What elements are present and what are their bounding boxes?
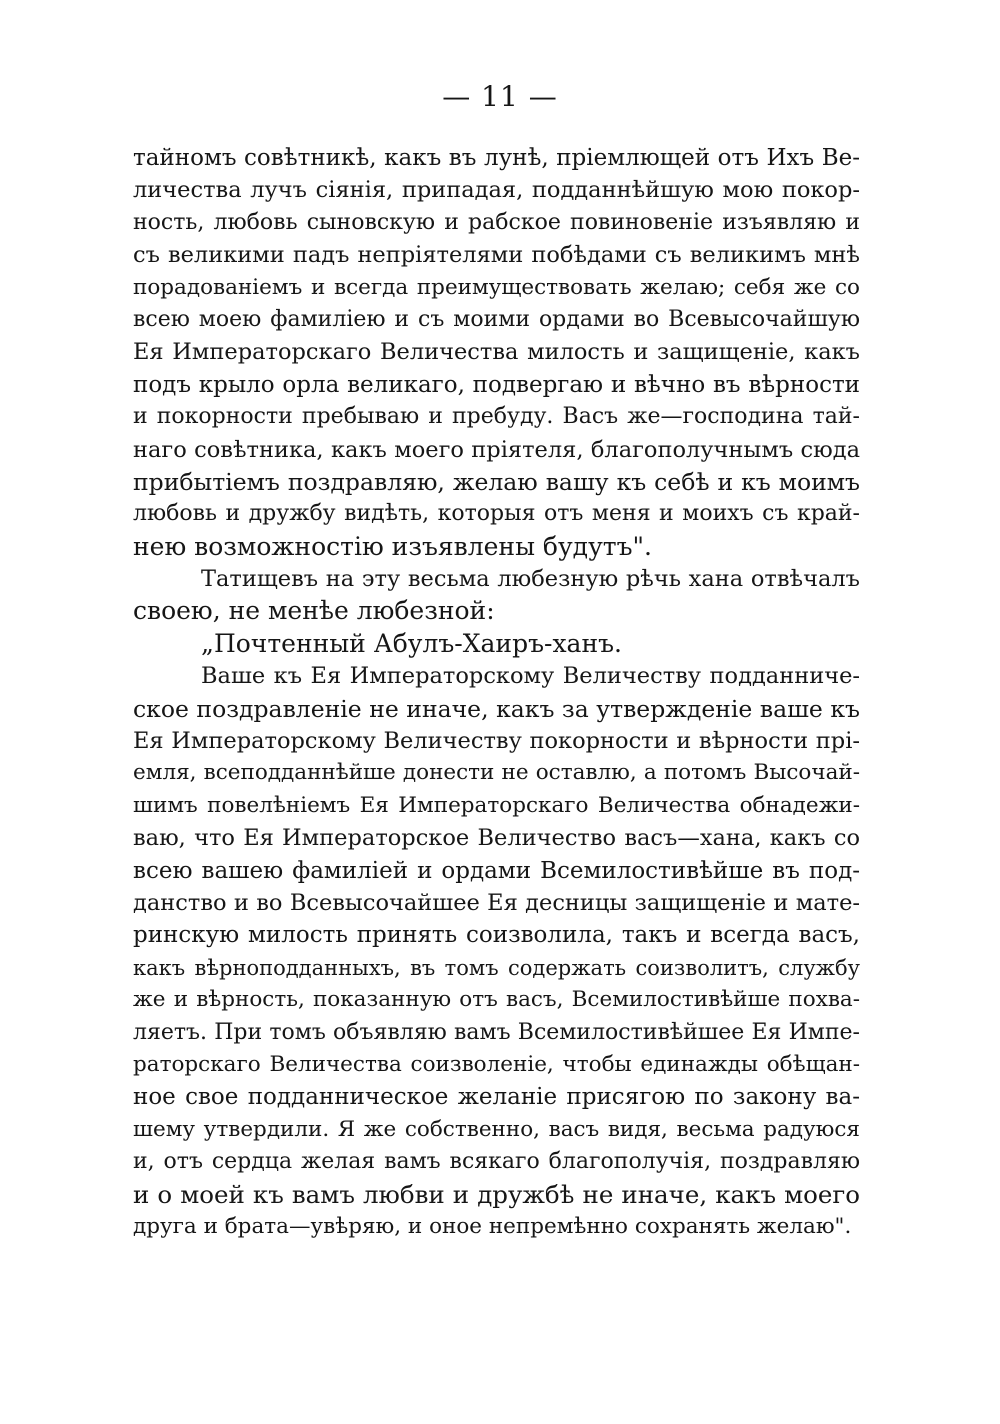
text-line: Татищевъ на эту весьма любезную рѣчь хана отвѣчалъ — [201, 566, 860, 593]
text-line: данство и во Всевысочайшее Ея десницы защищеніе и мате- — [133, 889, 860, 916]
text-line: и о моей къ вамъ любви и дружбѣ не иначе, какъ моего — [133, 1179, 860, 1209]
text-line: ское поздравленіе не иначе, какъ за утвержденіе ваше къ — [133, 694, 860, 723]
text-line: ляетъ. При томъ объявляю вамъ Всемилостивѣйшее Ея Импе- — [133, 1019, 860, 1045]
text-line: емля, всеподданнѣйше донести не оставлю, а потомъ Высочай- — [133, 760, 860, 786]
text-line: Ваше къ Ея Императорскому Величеству подданниче- — [201, 663, 860, 690]
text-line: ринскую милость принять соизволила, такъ и всегда васъ, — [133, 922, 860, 949]
text-line: ность, любовь сыновскую и рабское повиновеніе изъявляю и — [133, 209, 860, 235]
text-line: наго совѣтника, какъ моего прiятеля, благополучнымъ сюда — [133, 436, 860, 463]
text-line: Ея Императорскому Величеству покорности и вѣрности прі- — [133, 728, 860, 755]
text-line: тайномъ совѣтникѣ, какъ въ лунѣ, пріемлющей отъ Ихъ Ве- — [133, 145, 860, 171]
text-line: друга и брата—увѣряю, и оное непремѣнно сохранять желаю". — [133, 1213, 852, 1239]
text-line: Ея Императорскаго Величества милость и защищеніе, какъ — [133, 339, 860, 366]
text-line: своею, не менѣе любезной: — [133, 596, 495, 626]
body-text — [133, 142, 860, 1243]
text-line: раторскаго Величества соизволеніе, чтобы единажды обѣщан- — [133, 1051, 860, 1077]
text-line: съ великими падъ непріятелями побѣдами съ великимъ мнѣ — [133, 242, 860, 269]
text-line: и покорности пребываю и пребуду. Васъ же—господина тай- — [133, 404, 860, 430]
text-line: всею моею фамиліею и съ моими ордами во Всевысочайшую — [133, 306, 860, 332]
text-line: „Почтенный Абулъ-Хаиръ-ханъ. — [201, 628, 622, 658]
text-line: шимъ повелѣніемъ Ея Императорскаго Величества обнадежи- — [133, 792, 860, 818]
text-line: какъ вѣрноподданныхъ, въ томъ содержать соизволитъ, службу — [133, 955, 860, 980]
text-line: прибытіемъ поздравляю, желаю вашу къ себѣ и къ моимъ — [133, 467, 860, 496]
text-line: и, отъ сердца желая вамъ всякаго благополучія, поздравляю — [133, 1149, 860, 1175]
text-line: же и вѣрность, показанную отъ васъ, Всемилостивѣйше похва- — [133, 987, 860, 1013]
text-line: личества лучъ сіянія, припадая, подданнѣйшую мою покор- — [133, 177, 860, 204]
text-line: нею возможностію изъявлены будутъ". — [133, 531, 652, 561]
text-line: ное свое подданническое желаніе присягою по закону ва- — [133, 1084, 860, 1111]
text-line: подъ крыло орла великаго, подвергаю и вѣчно въ вѣрности — [133, 371, 860, 398]
text-line: любовь и дружбу видѣть, которыя отъ меня и моихъ съ край- — [133, 501, 860, 527]
page-number: — 11 — — [442, 80, 558, 113]
text-line: ваю, что Ея Императорское Величество васъ—хана, какъ со — [133, 825, 860, 852]
text-line: порадованіемъ и всегда преимуществовать желаю; себя же со — [133, 274, 860, 300]
text-line: шему утвердили. Я же собственно, васъ видя, весьма радуюся — [133, 1116, 860, 1142]
text-line: всею вашею фамиліей и ордами Всемилостивѣйше въ под- — [133, 857, 860, 884]
